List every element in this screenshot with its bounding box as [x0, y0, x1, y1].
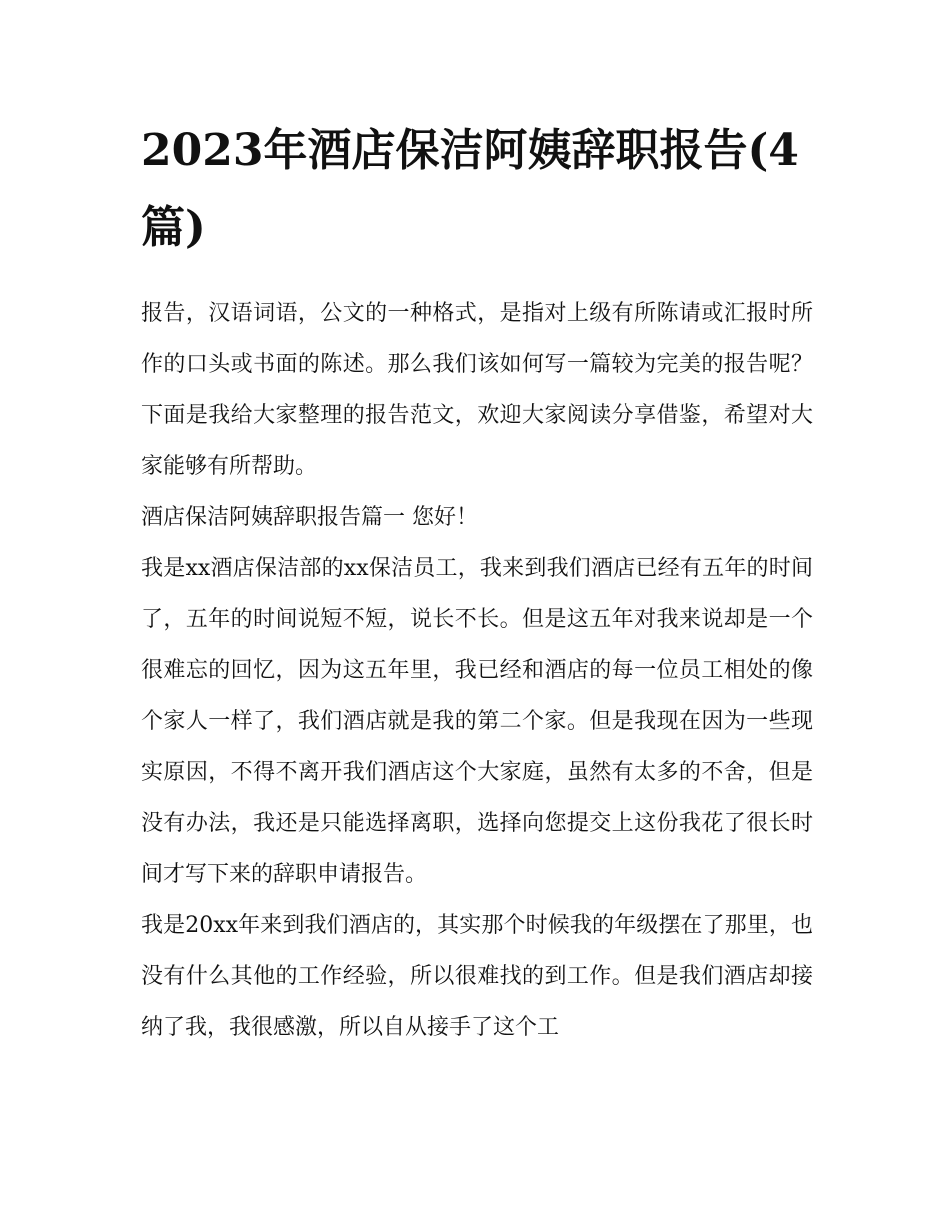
body-paragraph: 我是xx酒店保洁部的xx保洁员工，我来到我们酒店已经有五年的时间了，五年的时间说短不短，说长不长。但是这五年对我来说却是一个很难忘的回忆，因为这五年里，我已经和酒店的每一位员工相处的像个家人一样了，我们酒店就是我的第二个家。但是我现在因为一些现实原因，不得不离开我们酒店这个大家庭，虽然有太多的不舍，但是没有办法，我还是只能选择离职，选择向您提交上这份我花了很长时间才写下来的辞职申请报告。 — [141, 556, 813, 887]
body-paragraph: 我是20xx年来到我们酒店的，其实那个时候我的年级摆在了那里，也没有什么其他的工作经验，所以很难找的到工作。但是我们酒店却接纳了我，我很感激，所以自从接手了这个工 — [141, 913, 813, 1040]
intro-paragraph: 报告，汉语词语，公文的一种格式，是指对上级有所陈请或汇报时所作的口头或书面的陈述。那么我们该如何写一篇较为完美的报告呢？下面是我给大家整理的报告范文，欢迎大家阅读分享借鉴，希望对大家能够有所帮助。 — [141, 301, 813, 479]
document-body — [141, 288, 813, 1053]
document-title: 2023年酒店保洁阿姨辞职报告(4篇) — [141, 125, 799, 253]
document-content — [141, 112, 813, 1053]
section-heading-paragraph: 酒店保洁阿姨辞职报告篇一 您好！ — [141, 505, 478, 530]
